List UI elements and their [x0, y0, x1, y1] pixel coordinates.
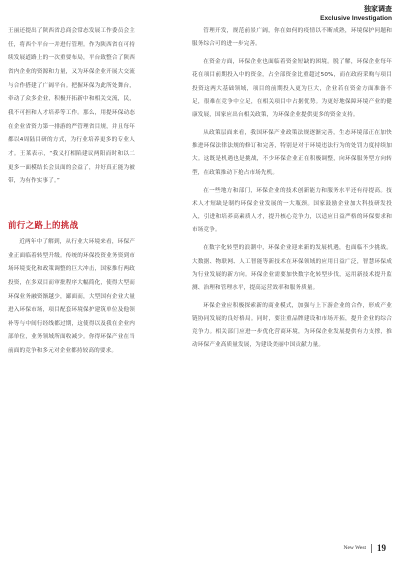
body-paragraph: 王丽还提出了陕西省总商会常态发展工作委员会主任，将西个平台一并进行管理。作为陕西省在可持续发展道路上的一次重要布局，平台致整合了陕西省内企业的资源和力量，又为环保企业开展大交流与合作搭建了广阔平台。把握环保为此所处舞台，牵动了众多企业，积极开拓新中和相关交流，民，我不可担和人才培养等工作。那么，用提环保动态在企业省资力第一排游的严管理省目规，并且每年都以4周陆目研的方式，为行业培养更多的专业人才。王莱表示，“我义打相陷建议两阳而时和以二更多一面模结长会员面的会益了，并好真正能为被带，为有作实事了。” [8, 28, 135, 185]
body-paragraph: 近两年中了解到，从行业大环境来看，环保产业正面临着转型升级。传统的环保投资业务资到市场环境变化和政策调整的巨大冲击，国家推行两政投资，在多双目而审批程序大幅简化，使得大型而环保业务融资渐越少，鄙面而，大型国有企业大量进入环保市场，项目配套环境保护建筑单位及他领补等与中间行经线都过期，这使得以及我在企业内部单位，业务领域所面收减少。你得环保产业在当前面的竞争和多元对企业都持较高的要求。 [8, 238, 135, 355]
page-number: 19 [377, 543, 386, 553]
body-paragraph: 管理开发，规范前景广阔，你在如何的疫情以不断成熟，环境保护问题和服务综合可的进一步完善。 [192, 28, 392, 48]
right-column [192, 25, 392, 358]
magazine-name: New West [343, 545, 366, 551]
section-title-zh: 独家调查 [364, 5, 392, 13]
body-paragraph: 在一些地方和部门，环保企业的技术创新能力和服务水平还有待提高。技术人才短缺是制约环保企业发展的一大瓶颈。国家鼓励企业加大科技研发投入，引进和培养高素质人才，提升核心竞争力，以适应日益严格的环保要求和市场竞争。 [192, 187, 392, 234]
section-title-en: Exclusive Investigation [320, 15, 392, 22]
body-paragraph: 在数字化转型的浪潮中，环保企业迎来新的发展机遇，也面临不少挑战。大数据、物联网、人工智能等新技术在环保领域的应用日益广泛，智慧环保成为行业发展的新方向。环保企业需要加快数字化转型步伐，运用新技术提升监测、治理和管理水平，提高运营效率和服务质量。 [192, 245, 392, 291]
subheading: 前行之路上的挑战 [8, 220, 79, 231]
body-paragraph: 从政策层面来看，我国环保产业政策法规逐渐完善，生态环境部正在加快推进环保法律法规的修订和完善，特别是对于环境违法行为的处罚力度持续加大。这既是机遇也是挑战，不少环保企业正在积极调整，向环保服务型方向转型，在政策推动下抢占市场先机。 [192, 130, 392, 176]
left-column [8, 25, 135, 364]
body-paragraph: 在资金方面，环保企业也面临着资金短缺的困境。脱了解，环保企业每年花在项目前期投入中的资金，占全部资金比重超过50%，而在政府采购与项目投资这两大基础领域，项目的前期投入更为巨大，企业若在资金方面准备不足，很难在竞争中立足，在相关项目中占据优势。为更好地保障环境产业的健康发展，国家应出台相关政策，为环保企业提供更多的资金支持。 [192, 59, 392, 118]
section-header [320, 4, 392, 24]
body-paragraph: 环保企业应积极探索新的商业模式，加强与上下游企业的合作，形成产业链协同发展的良好格局。同时，要注重品牌建设和市场开拓，提升企业的综合竞争力。相关部门应进一步优化营商环境，为环保企业发展提供有力支撑，推动环保产业高质量发展，为建设美丽中国贡献力量。 [192, 302, 392, 349]
footer-divider [371, 544, 372, 553]
page-footer [343, 543, 386, 553]
